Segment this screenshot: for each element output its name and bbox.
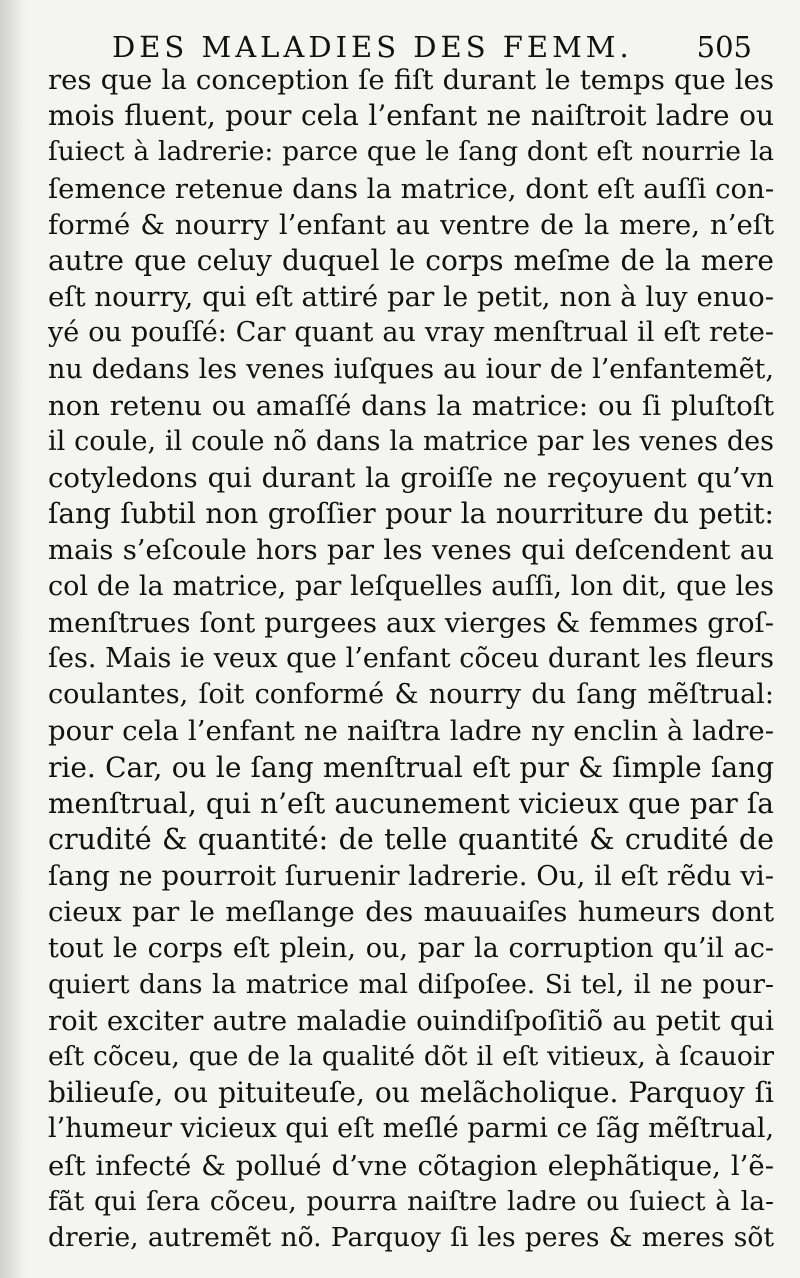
text-line: drerie, autremẽt nõ. Parquoy ſi les peres & meres sõt: [48, 1222, 774, 1253]
text-line: l’humeur vicieux qui eſt meſlé parmi ce ſãg mẽſtrual,: [48, 1113, 774, 1145]
text-line: non retenu ou amaſſé dans la matrice: ou ſi pluſtoſt: [48, 389, 774, 422]
text-line: ſemence retenue dans la matrice, dont eſt auſſi con-: [48, 172, 774, 205]
text-line: pour cela l’enfant ne naiſtra ladre ny enclin à ladre-: [48, 715, 774, 748]
text-line: tout le corps eſt plein, ou, par la corruption qu’il ac-: [48, 932, 774, 964]
text-line: res que la conception ſe fiſt durant le temps que les: [48, 64, 774, 96]
text-line: crudité & quantité: de telle quantité & crudité de: [48, 822, 774, 856]
text-line: roit exciter autre maladie ouindiſpoſitiõ au petit qui: [48, 1004, 774, 1037]
running-title: DES MALADIES DES FEMM.: [112, 30, 633, 64]
text-line: eſt cõceu, que de la qualité dõt il eſt vitieux, à ſcauoir: [48, 1041, 774, 1073]
text-line: ſes. Mais ie veux que l’enfant cõceu durant les fleurs: [48, 643, 774, 674]
text-line: mois fluent, pour cela l’enfant ne naiſtroit ladre ou: [48, 99, 774, 133]
text-line: cieux par le meſlange des mauuaiſes humeurs dont: [48, 896, 774, 929]
text-line: fãt qui ſera cõceu, pourra naiſtre ladre ou ſuiect à la-: [48, 1185, 774, 1217]
text-line: formé & nourry l’enfant au ventre de la mere, n’eſt: [48, 208, 774, 241]
text-line: cotyledons qui durant la groiſſe ne reçoyuent qu’vn: [48, 462, 774, 495]
text-line: menſtrues ſont purgees aux vierges & femmes groſ-: [48, 606, 774, 639]
page-number: 505: [696, 30, 752, 64]
text-line: bilieuſe, ou pituiteuſe, ou melãcholique. Parquoy ſi: [48, 1076, 774, 1110]
page-header: [112, 30, 752, 66]
text-line: col de la matrice, par leſquelles auſſi, lon dit, que les: [48, 570, 774, 602]
text-line: rie. Car, ou le ſang menſtrual eſt pur & ſimple ſang: [48, 750, 774, 784]
text-line: coulantes, ſoit conformé & nourry du ſang mẽſtrual:: [48, 679, 774, 711]
text-line: eſt infecté & pollué d’vne cõtagion elephãtique, l’ẽ-: [48, 1149, 774, 1182]
text-line: il coule, il coule nõ dans la matrice par les venes des: [48, 425, 774, 457]
text-line: ſuiect à ladrerie: parce que le ſang dont eſt nourrie la: [48, 136, 774, 168]
page-gutter-shadow: [0, 0, 26, 1278]
text-line: quiert dans la matrice mal diſpoſee. Si tel, il ne pour-: [48, 968, 774, 1000]
text-line: autre que celuy duquel le corps meſme de la mere: [48, 243, 774, 277]
text-line: eſt nourry, qui eſt attiré par le petit, non à luy enuo-: [48, 281, 774, 314]
text-line: menſtrual, qui n’eſt aucunement vicieux que par ſa: [48, 786, 774, 820]
text-line: mais s’eſcoule hors par les venes qui deſcendent au: [48, 534, 774, 567]
text-line: nu dedans les venes iuſques au iour de l’enfantemẽt,: [48, 353, 774, 385]
text-line: ſang ne pourroit ſuruenir ladrerie. Ou, il eſt rẽdu vi-: [48, 860, 774, 893]
body-text: [48, 62, 774, 1256]
text-line: yé ou pouſſé: Car quant au vray menſtrual il eſt rete-: [48, 317, 774, 349]
text-line: ſang ſubtil non groſſier pour la nourriture du petit:: [48, 497, 774, 531]
